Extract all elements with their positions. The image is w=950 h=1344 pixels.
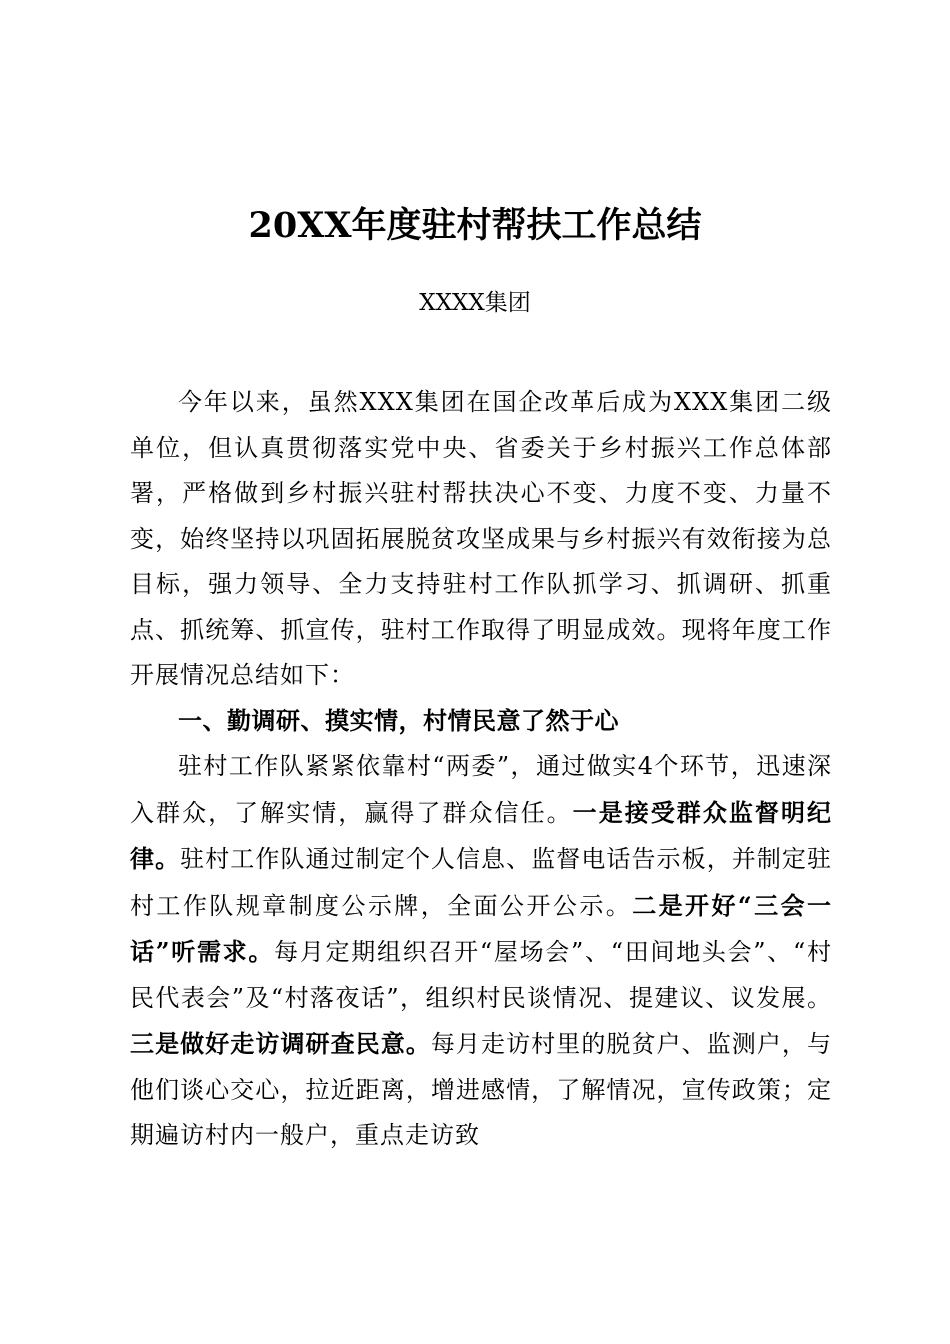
paragraph-text: 驻村工作队紧紧依靠村“两委”，通过做实4个环节，迅速深入群众，了解实情，赢得了群众信任。 [130,752,832,827]
document-body [130,380,832,1159]
emphasis-text: 一是接受群众监督明纪律。 [130,797,833,873]
paragraph-text: 每月定期组织召开“屋场会”、“田间地头会”、“村民代表会”及“村落夜话”，组织村民谈情况、提建议、议发展。 [130,938,832,1012]
intro-paragraph: 今年以来，虽然XXX集团在国企改革后成为XXX集团二级单位，但认真贯彻落实党中央、省委关于乡村振兴工作总体部署，严格做到乡村振兴驻村帮扶决心不变、力度不变、力量不变，始终坚持以巩固拓展脱贫攻坚成果与乡村振兴有效衔接为总目标，强力领导、全力支持驻村工作队抓学习、抓调研、抓重点、抓统筹、抓宣传，驻村工作取得了明显成效。现将年度工作开展情况总结如下： [130,388,832,689]
paragraph-text: 驻村工作队通过制定个人信息、监督电话告示板，并制定驻村工作队规章制度公示牌，全面公开公示。 [130,845,833,920]
emphasis-text: 三是做好走访调研查民意。 [130,1029,431,1058]
section-paragraph [130,744,832,1159]
emphasis-text: 二是开好“三会一话”听需求。 [130,890,833,966]
paragraph-text: 每月走访村里的脱贫户、监测户，与他们谈心交心，拉近距离，增进感情，了解情况，宣传政策；定期遍访村内一般户，重点走访致 [130,1030,833,1149]
document-author: XXXX集团 [419,290,531,316]
document-title: 20XX年度驻村帮扶工作总结 [248,205,702,246]
section-heading: 一、勤调研、摸实情，村情民意了然于心 [178,706,619,735]
